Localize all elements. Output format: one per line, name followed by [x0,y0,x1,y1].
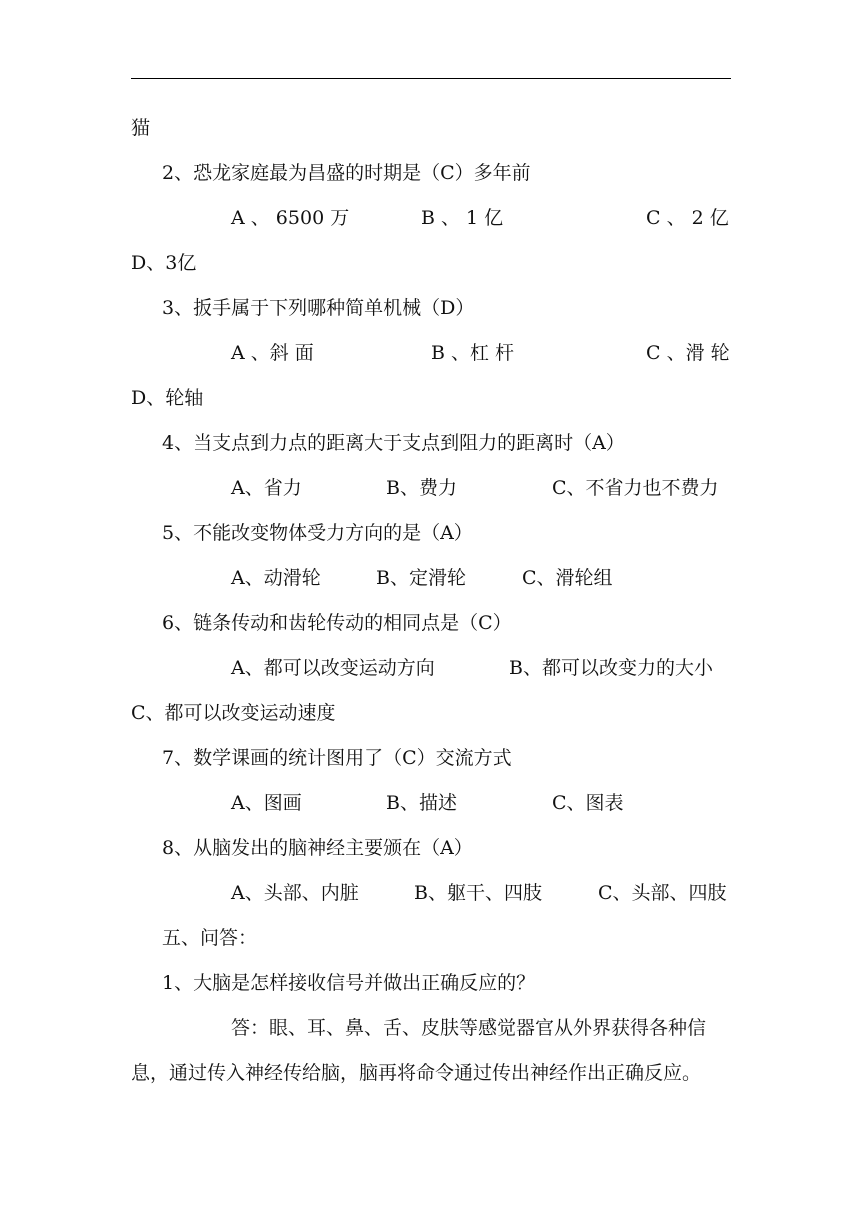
option-c: C、不省力也不费力 [552,477,719,499]
header-rule [131,78,731,79]
option-a: A 、 6500 万 [231,207,350,229]
question-1: 1、大脑是怎样接收信号并做出正确反应的？ [162,972,536,994]
option-b: B 、杠 杆 [431,342,515,364]
option-b: B、躯干、四肢 [414,882,542,904]
option-a: A、动滑轮 [231,567,321,589]
question-5: 5、不能改变物体受力方向的是（A） [162,522,473,544]
question-7: 7、数学课画的统计图用了（C）交流方式 [162,747,512,769]
option-a: A 、斜 面 [231,342,314,364]
option-d: D、3亿 [131,252,197,274]
answer-text: 答：眼、耳、鼻、舌、皮肤等感觉器官从外界获得各种信 [231,1017,707,1039]
option-b: B、描述 [386,792,457,814]
option-b: B 、 1 亿 [421,207,504,229]
option-c: C 、滑 轮 [646,342,730,364]
question-8: 8、从脑发出的脑神经主要颁在（A） [162,837,473,859]
option-c: C、都可以改变运动速度 [131,702,336,724]
option-b: B、定滑轮 [376,567,466,589]
option-c: C、头部、四肢 [598,882,727,904]
option-c: C、图表 [552,792,624,814]
option-a: A、头部、内脏 [231,882,359,904]
option-a: A、都可以改变运动方向 [231,657,435,679]
answer-text-continued: 息，通过传入神经传给脑，脑再将命令通过传出神经作出正确反应。 [131,1062,702,1084]
text-line: 猫 [131,117,151,139]
option-b: B、费力 [386,477,457,499]
option-c: C、滑轮组 [522,567,613,589]
question-6: 6、链条传动和齿轮传动的相同点是（C） [162,612,512,634]
option-a: A、图画 [231,792,302,814]
section-heading: 五、问答： [162,927,258,949]
question-2: 2、恐龙家庭最为昌盛的时期是（C）多年前 [162,162,531,184]
option-c: C 、 2 亿 [646,207,729,229]
option-b: B、都可以改变力的大小 [509,657,713,679]
question-4: 4、当支点到力点的距离大于支点到阻力的距离时（A） [162,432,625,454]
question-3: 3、扳手属于下列哪种简单机械（D） [162,297,475,319]
option-d: D、轮轴 [131,387,204,409]
option-a: A、省力 [231,477,302,499]
